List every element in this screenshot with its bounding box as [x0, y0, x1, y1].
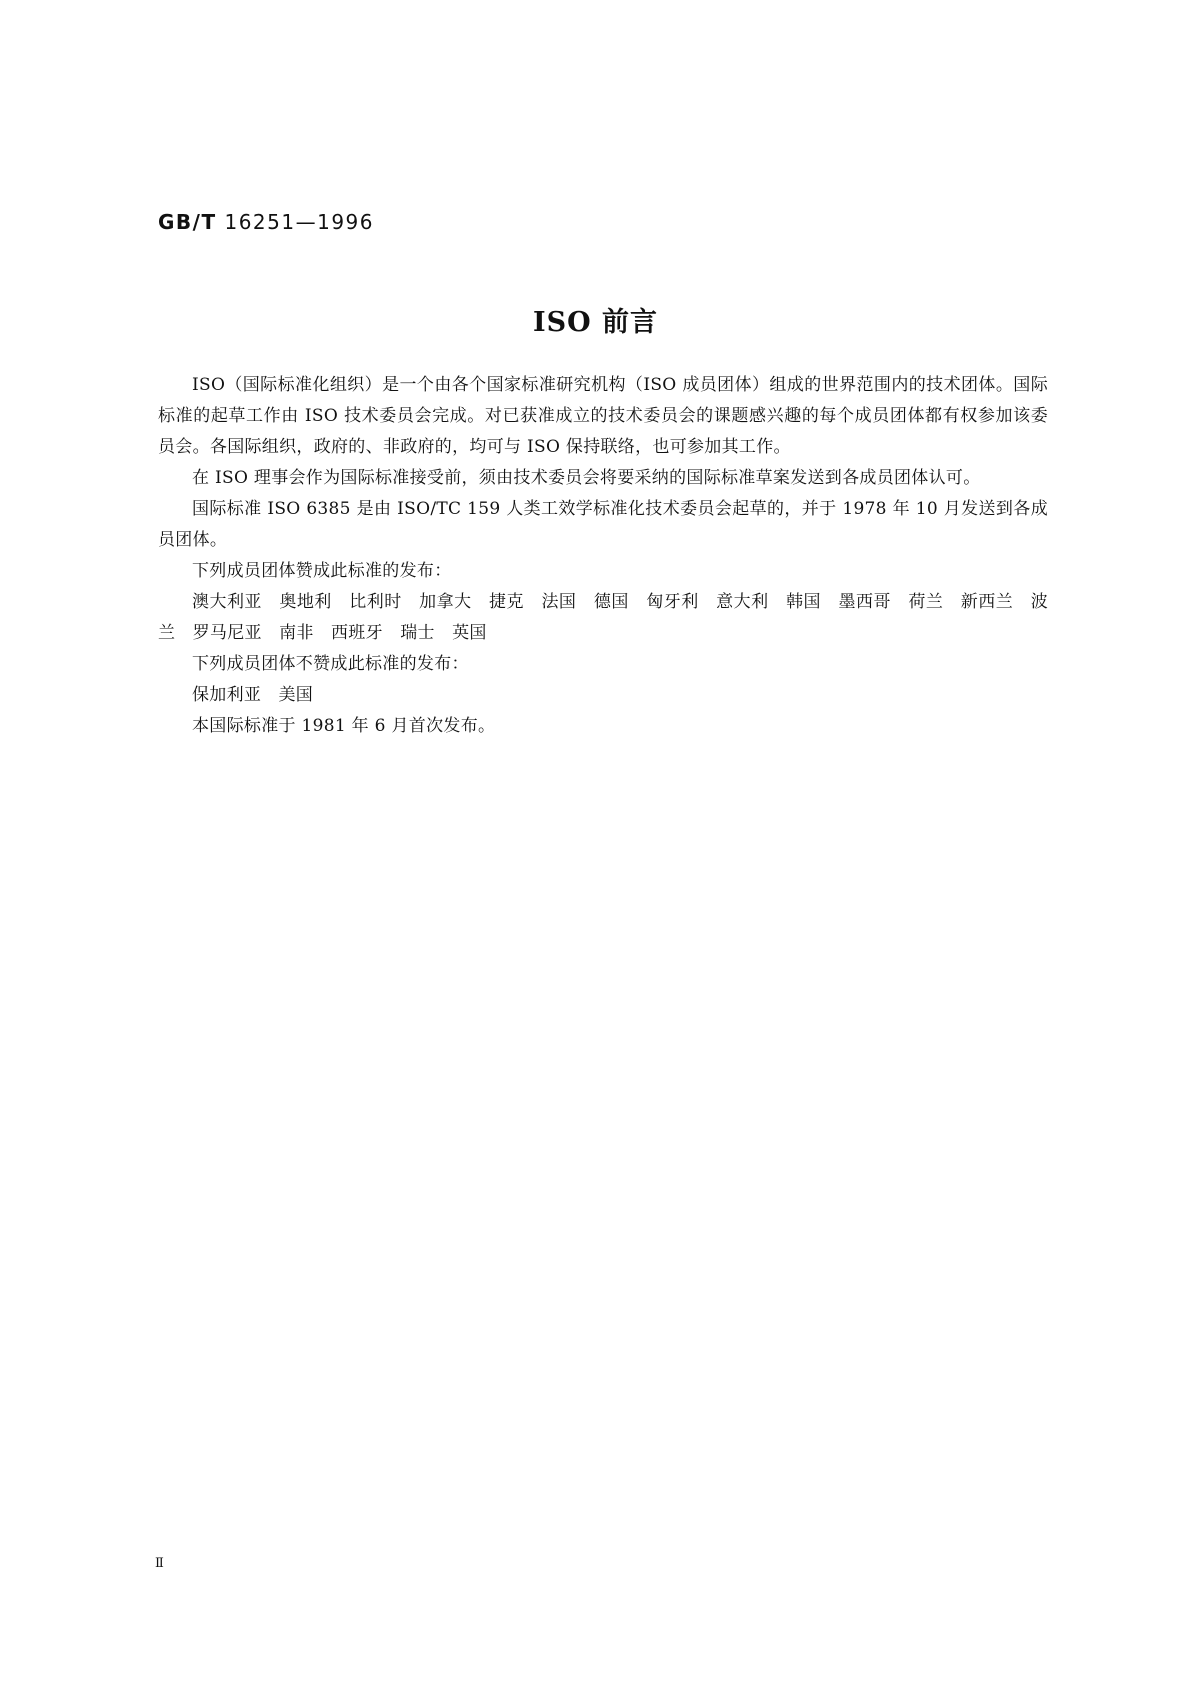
standard-code [158, 210, 374, 234]
disapprove-country-list: 保加利亚 美国 [192, 685, 314, 705]
disapprove-heading: 下列成员团体不赞成此标准的发布： [192, 654, 469, 674]
standard-prefix: GB/T [158, 210, 217, 234]
approve-heading: 下列成员团体赞成此标准的发布： [192, 561, 452, 581]
foreword-body [158, 370, 1048, 742]
paragraph-iso-description: ISO（国际标准化组织）是一个由各个国家标准研究机构（ISO 成员团体）组成的世界范围内的技术团体。国际标准的起草工作由 ISO 技术委员会完成。对已获准成立的技术委员会的课题感兴趣的每个成员团体都有权参加该委员会。各国际组织，政府的、非政府的，均可与 ISO 保持联络，也可参加其工作。 [158, 375, 1048, 457]
paragraph-approval-process: 在 ISO 理事会作为国际标准接受前，须由技术委员会将要采纳的国际标准草案发送到各成员团体认可。 [192, 468, 981, 488]
page-title: ISO 前言 [532, 307, 659, 338]
approve-country-list: 澳大利亚 奥地利 比利时 加拿大 捷克 法国 德国 匈牙利 意大利 韩国 墨西哥 荷兰 新西兰 波兰 罗马尼亚 南非 西班牙 瑞士 英国 [158, 592, 1048, 643]
page-number: Ⅱ [155, 1556, 164, 1571]
standard-number: 16251—1996 [216, 210, 374, 234]
publish-note: 本国际标准于 1981 年 6 月首次发布。 [192, 716, 496, 736]
paragraph-iso-6385-origin: 国际标准 ISO 6385 是由 ISO/TC 159 人类工效学标准化技术委员会起草的，并于 1978 年 10 月发送到各成员团体。 [158, 499, 1048, 550]
